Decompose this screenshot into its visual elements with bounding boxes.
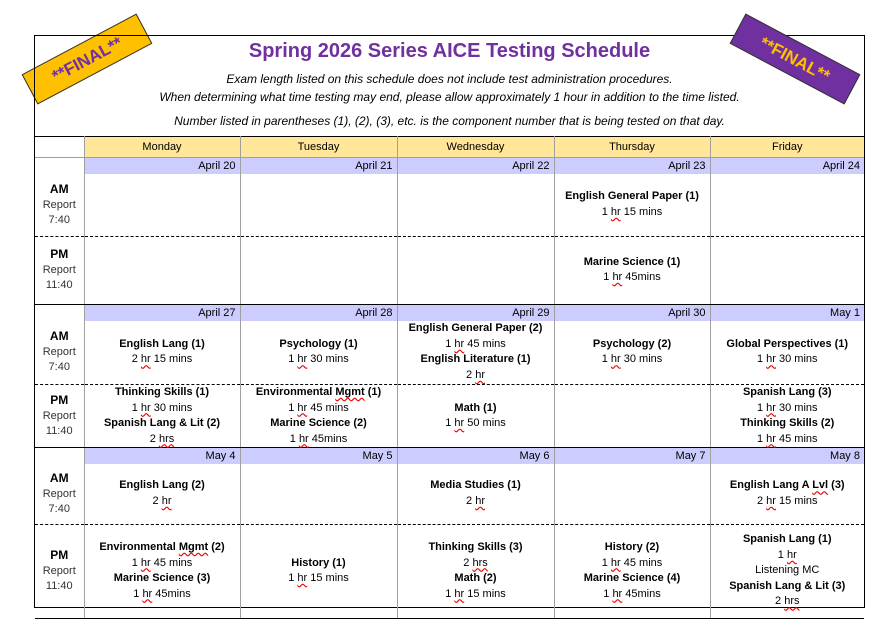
spellcheck-underline: hrs (158, 432, 175, 445)
spellcheck-underline: hr (297, 572, 308, 584)
slot-time: 7:40 (48, 361, 70, 374)
spellcheck-underline: hr (297, 401, 308, 414)
exam-detail: 2 hrs (149, 432, 175, 445)
exam-cell (710, 321, 864, 385)
exam-cell (240, 321, 397, 385)
exam-cell (554, 464, 710, 524)
spellcheck-underline: hr (140, 353, 151, 366)
corner-cell (35, 137, 84, 158)
slot-name: AM (49, 329, 69, 344)
exam-detail: 1 hr 30 mins (288, 353, 349, 366)
note-component-number: Number listed in parentheses (1), (2), (3), etc. is the component number that is being tested on that day. (174, 114, 725, 128)
slot-time: 7:40 (48, 213, 70, 226)
date-cell: May 8 (710, 448, 864, 465)
exam-detail: 1 hr 45 mins (288, 401, 349, 414)
exam-detail: 1 hr 45 mins (756, 432, 818, 445)
spellcheck-underline: hr (475, 494, 485, 507)
date-cell: May 1 (710, 304, 864, 321)
day-header-friday: Friday (710, 137, 864, 158)
slot-name: PM (50, 393, 69, 407)
exam-detail: 2 hr (466, 494, 485, 507)
date-corner (35, 448, 84, 465)
date-cell: April 20 (84, 158, 240, 175)
exam-cell (240, 174, 397, 236)
exam-name: English General Paper (1) (565, 190, 699, 203)
exam-cell (710, 385, 864, 448)
exam-cell (240, 464, 397, 524)
exam-cell (554, 321, 710, 385)
exam-name: Thinking Skills (2) (740, 417, 835, 429)
exam-detail: 1 hr 45mins (289, 432, 348, 445)
exam-name: Media Studies (1) (430, 479, 521, 492)
exam-name: Global Perspectives (1) (726, 337, 849, 350)
exam-cell (397, 464, 554, 524)
spellcheck-underline: hr (766, 353, 776, 366)
spellcheck-underline: hr (454, 417, 465, 429)
spellcheck-underline: hr (298, 432, 309, 445)
exam-detail: 2 hr 15 mins (756, 494, 818, 507)
exam-cell (84, 174, 240, 236)
page-title: Spring 2026 Series AICE Testing Schedule (248, 40, 651, 62)
spellcheck-underline: hr (140, 401, 151, 414)
exam-cell (554, 174, 710, 236)
am-slot-row (35, 174, 864, 236)
date-row (35, 158, 864, 175)
exam-cell (240, 236, 397, 304)
day-header-tuesday: Tuesday (240, 137, 397, 158)
date-corner (35, 304, 84, 321)
exam-cell (84, 236, 240, 304)
exam-name: Thinking Skills (1) (114, 386, 210, 398)
exam-name: Math (2) (454, 572, 497, 584)
slot-report: Report (42, 264, 76, 276)
exam-detail: 1 hr 30 mins (756, 401, 818, 414)
exam-name: English Literature (1) (420, 353, 531, 366)
date-cell: April 27 (84, 304, 240, 321)
exam-detail: 1 hr 15 mins (601, 205, 663, 218)
exam-cell (554, 236, 710, 304)
spellcheck-underline: hr (786, 548, 797, 561)
note-end-time: When determining what time testing may end, please allow approximately 1 hour in addition to the time listed. (159, 90, 740, 104)
note-exam-length: Exam length listed on this schedule does not include test administration procedures. (226, 72, 673, 86)
exam-name: Math (1) (454, 401, 497, 414)
date-corner (35, 158, 84, 175)
date-cell: April 29 (397, 304, 554, 321)
spellcheck-underline: hr (610, 353, 621, 366)
spellcheck-underline: hr (454, 337, 465, 350)
pm-slot-row (35, 236, 864, 304)
spellcheck-underline: hrs (784, 595, 800, 608)
final-badge-left: **FINAL** (22, 13, 153, 104)
exam-cell (710, 174, 864, 236)
date-cell: May 6 (397, 448, 554, 465)
exam-detail: 1 hr 15 mins (445, 587, 506, 600)
exam-cell (710, 236, 864, 304)
spellcheck-underline: hr (766, 401, 776, 414)
spellcheck-underline: hr (140, 556, 151, 569)
spellcheck-underline: hrs (472, 556, 488, 569)
slot-name: AM (49, 181, 69, 196)
exam-name: English Lang (1) (119, 337, 205, 350)
am-slot-label (35, 321, 84, 385)
exam-name: English General Paper (2) (408, 322, 543, 335)
exam-cell (397, 321, 554, 385)
exam-detail: 1 hr 30 mins (131, 401, 193, 414)
spellcheck-underline: hr (297, 353, 308, 366)
spellcheck-underline: hr (161, 494, 172, 507)
spellcheck-underline: hr (610, 556, 621, 569)
exam-name: English Lang A Lvl (3) (729, 479, 845, 492)
spellcheck-underline: hr (454, 587, 465, 600)
exam-name: Marine Science (4) (583, 572, 681, 584)
schedule-table (35, 136, 864, 619)
exam-cell (84, 321, 240, 385)
exam-name: Thinking Skills (3) (428, 541, 523, 553)
exam-name: Spanish Lang (3) (742, 386, 832, 398)
exam-detail: 2 hr (152, 494, 172, 507)
exam-detail: 1 hr 15 mins (288, 572, 349, 584)
date-cell: April 23 (554, 158, 710, 175)
slot-time: 11:40 (45, 279, 73, 291)
exam-cell (397, 174, 554, 236)
date-cell: May 5 (240, 448, 397, 465)
exam-name: Spanish Lang & Lit (2) (103, 417, 221, 429)
slot-report: Report (42, 346, 76, 359)
exam-name: Marine Science (2) (270, 417, 367, 429)
slot-time: 11:40 (45, 425, 73, 437)
slot-report: Report (42, 487, 76, 500)
exam-cell (240, 385, 397, 448)
exam-cell (554, 524, 710, 618)
exam-detail: 1 hr (777, 548, 797, 561)
am-slot-label (35, 464, 84, 524)
pm-slot-row (35, 385, 864, 448)
pm-slot-label (35, 236, 84, 304)
slot-name: PM (50, 247, 69, 261)
exam-detail: 1 hr 45mins (133, 587, 191, 600)
exam-detail: 1 hr 30 mins (756, 353, 818, 366)
day-header-wednesday: Wednesday (397, 137, 554, 158)
exam-detail: 1 hr 45 mins (445, 337, 506, 350)
exam-detail: 1 hr 45 mins (601, 556, 663, 569)
exam-detail: 1 hr 45mins (603, 271, 661, 283)
schedule-frame (34, 35, 865, 608)
exam-name: English Lang (2) (119, 479, 205, 492)
exam-cell (397, 385, 554, 448)
exam-detail: Listening MC (755, 564, 820, 577)
exam-name: Marine Science (1) (583, 255, 681, 268)
slot-time: 7:40 (48, 502, 70, 515)
date-cell: May 7 (554, 448, 710, 465)
date-cell: May 4 (84, 448, 240, 465)
date-cell: April 22 (397, 158, 554, 175)
slot-report: Report (42, 410, 76, 422)
spellcheck-underline: hr (142, 587, 153, 600)
slot-report: Report (42, 565, 76, 577)
spellcheck-underline: Mgmt (178, 541, 209, 553)
exam-cell (240, 524, 397, 618)
exam-name: Environmental Mgmt (2) (99, 541, 225, 553)
am-slot-label (35, 174, 84, 236)
slot-time: 11:40 (45, 580, 73, 592)
date-row (35, 304, 864, 321)
exam-cell (710, 524, 864, 618)
exam-name: Spanish Lang (1) (742, 533, 832, 546)
slot-name: AM (49, 470, 69, 485)
exam-detail: 2 hrs (463, 556, 488, 569)
spellcheck-underline: Lvl (812, 479, 829, 492)
slot-report: Report (42, 198, 76, 211)
spellcheck-underline: hr (612, 271, 623, 283)
exam-detail: 1 hr 50 mins (445, 417, 506, 429)
exam-cell (554, 385, 710, 448)
exam-name: Spanish Lang & Lit (3) (729, 579, 846, 592)
final-badge-right: **FINAL** (730, 13, 861, 104)
spellcheck-underline: hr (610, 205, 621, 218)
exam-detail: 2 hr (466, 368, 485, 381)
date-cell: April 28 (240, 304, 397, 321)
date-cell: April 21 (240, 158, 397, 175)
exam-detail: 1 hr 30 mins (601, 353, 663, 366)
exam-name: Psychology (1) (279, 337, 358, 350)
slot-name: PM (50, 548, 69, 562)
exam-cell (84, 464, 240, 524)
exam-name: Environmental Mgmt (1) (255, 386, 382, 398)
spellcheck-underline: hr (766, 494, 776, 507)
exam-detail: 1 hr 45mins (603, 587, 661, 600)
exam-detail: 1 hr 45 mins (131, 556, 193, 569)
pm-slot-label (35, 385, 84, 448)
pm-slot-row (35, 524, 864, 618)
exam-cell (710, 464, 864, 524)
date-row (35, 448, 864, 465)
date-cell: April 30 (554, 304, 710, 321)
day-header-monday: Monday (84, 137, 240, 158)
exam-detail: 2 hr 15 mins (131, 353, 193, 366)
am-slot-row (35, 464, 864, 524)
spellcheck-underline: hr (612, 587, 623, 600)
exam-name: History (2) (604, 541, 660, 553)
spellcheck-underline: hr (475, 368, 485, 381)
date-cell: April 24 (710, 158, 864, 175)
am-slot-row (35, 321, 864, 385)
exam-cell (84, 385, 240, 448)
spellcheck-underline: hr (766, 432, 776, 445)
exam-name: Marine Science (3) (113, 572, 211, 584)
spellcheck-underline: Mgmt (335, 386, 365, 398)
exam-cell (84, 524, 240, 618)
exam-cell (397, 524, 554, 618)
pm-slot-label (35, 524, 84, 618)
exam-name: Psychology (2) (592, 337, 672, 350)
day-header-thursday: Thursday (554, 137, 710, 158)
day-header-row (35, 137, 864, 158)
exam-cell (397, 236, 554, 304)
exam-name: History (1) (291, 556, 346, 569)
exam-detail: 2 hrs (775, 595, 800, 608)
